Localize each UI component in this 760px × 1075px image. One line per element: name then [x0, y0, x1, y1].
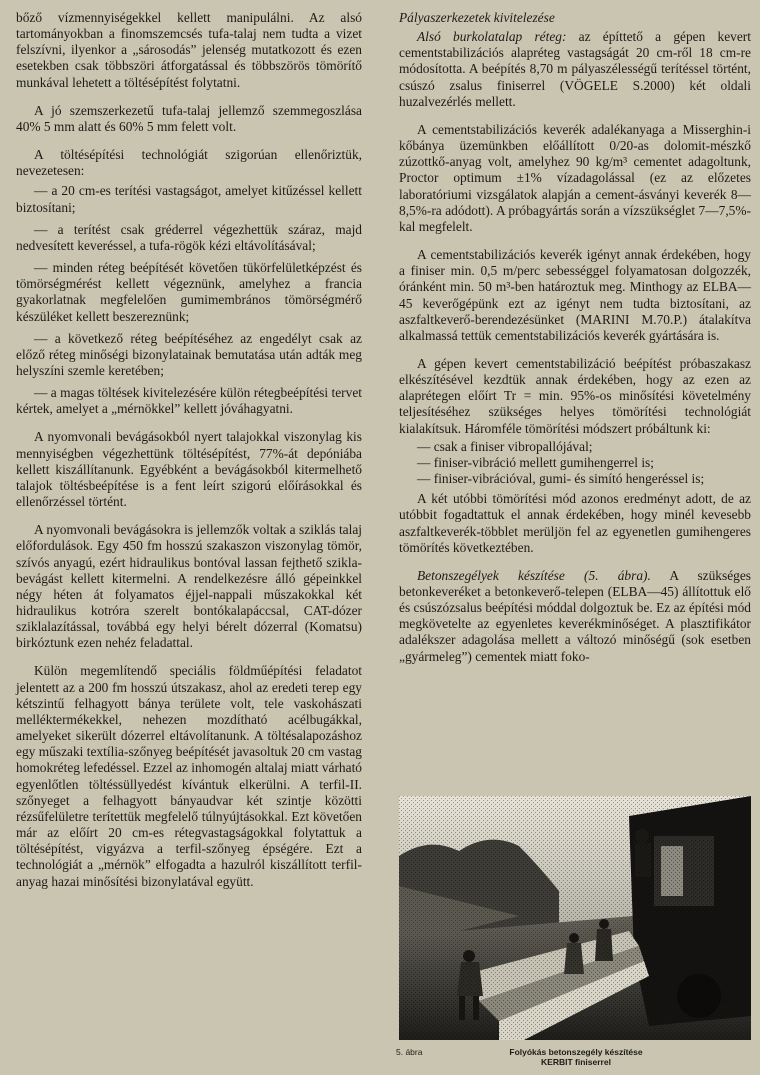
paragraph: A két utóbbi tömörítési mód azonos eredményt adott, de az utóbbit fogadtattuk el annak érdekében, hogy minél kevesebb aszfaltkeverék-többlet merüljön fel az egyenetlen gumihengeres tömörítés következtében. — [399, 491, 751, 555]
paragraph-text: az építtető a gépen kevert cementstabilizációs alapréteg vastagságát 20 cm-ről 18 cm-re módosította. A beépítés 8,70 m pályaszélességű terítéssel történt, csúszó zsalus finiserrel (VÖGELE S.2000) két oldali huzalvezérlés mellett. — [399, 29, 751, 109]
list-item: — finiser-vibráció mellett gumihengerrel is; — [417, 454, 654, 470]
paragraph — [399, 568, 751, 665]
list-item: — a terítést csak gréderrel végezhettük száraz, majd nedvesített keveréssel, a tufa-rögök kézi eltávolításával; — [16, 221, 362, 253]
caption-line: KERBIT finiserrel — [541, 1057, 611, 1067]
paragraph-lead: Alsó burkolatalap réteg: — [417, 29, 567, 45]
list-item: — a következő réteg beépítéséhez az engedélyt csak az előző réteg minőségi bizonylatainak bemutatása után adták meg helyszíni szemle keretében; — [16, 330, 362, 378]
paragraph: A nyomvonali bevágásokra is jellemzők voltak a sziklás talaj előfordulások. Egy 450 fm hosszú szakaszon viszonylag tömör, szívós anyagú, ezért hidraulikus bontóval lassan fejthető szikla-bevágást kellett kitermelni. A rendelkezésre álló gépeinkkel négy héten át folyamatos éjjel-nappali műszakokkal két hidraulikus kotróra szerelt bontókalapáccsal, CAT-dózer sziklalazítással, továbbá egy helyi bérelt dózerral (Komatsu) birkóztunk ezen nehéz feladattal. — [16, 522, 362, 651]
section-heading: Pályaszerkezetek kivitelezése — [399, 10, 555, 25]
paragraph: A cementstabilizációs keverék igényt annak érdekében, hogy a finiser min. 0,5 m/perc sebességgel folyamatosan dolgozzék, óránként min. 50 m³-ben határoztuk meg. Minthogy az ELBA—45 keverőgépünk ezt az igényt nem tudta biztosítani, az aszfaltkeverő-berendezésünket (MARINI M.70.P.) átalakítva alkalmassá tettük cementstabilizációs keverék gyártására is. — [399, 247, 751, 343]
paragraph: A gépen kevert cementstabilizáció beépítést próbaszakasz elkészítésével kezdtük annak érdekében, hogy az ezen az alaprétegen előírt Tr = min. 95%-os minősítési követelmény teljesítéséhez szükséges helyes tömörítési technológiát kialakítsuk. Háromféle tömörítési módszert próbáltunk ki: — [399, 355, 751, 436]
paragraph: bőző vízmennyiségekkel kellett manipulálni. Az alsó tartományokban a finomszemcsés tufa-talaj nem tudta a vizet felszívni, ilyenkor a „sárosodás” jelenség mutatkozott és ezen esetekben csak többszöri átforgatással és többszörös tömörítő munkával lehetett a töltésépítést folytatni. — [16, 10, 362, 90]
list-item: — a 20 cm-es terítési vastagságot, amelyet kitűzéssel kellett biztosítani; — [16, 183, 362, 215]
paragraph — [399, 29, 751, 110]
paragraph: A cementstabilizációs keverék adalékanyaga a Misserghin-i kőbánya üzemünkben előállított 0/20-as dolomit-mészkő zúzottkő-anyag volt, amelyhez 90 kg/m³ cementet adagoltunk, Proctor optimum ±1% vízadagolással (ez az előzetes laboratóriumi vizsgálatok alapján a cement-ásványi keverék 8—8,5%-ra adódott). A próbagyártás során a vízszükséglet 7—7,5%-kal megfelelt. — [399, 121, 751, 234]
figure-number: 5. ábra — [396, 1047, 423, 1057]
list-item: — minden réteg beépítését követően tükörfelületképzést és tömörségmérést kellett végeznünk, amelyhez a francia gyakorlatnak megfelelően gumimembrános tömörségmérő készüléket kellett beszereznünk; — [16, 260, 362, 324]
list-item: — csak a finiser vibropallójával; — [417, 438, 593, 454]
paragraph: A töltésépítési technológiát szigorúan ellenőriztük, nevezetesen: — [16, 147, 362, 179]
paragraph: A nyomvonali bevágásokból nyert talajokkal viszonylag kis mennyiségben végezhettünk töltésépítést, 77%-át depóniába kellett kiszállítanunk. Egyébként a bevágásokból kitermelhető talajok töltésbeépítése is a fent leírt szigorú előírásokkal és ellenőrzéssel történt. — [16, 429, 362, 510]
method-list — [399, 439, 751, 487]
paragraph: A jó szemszerkezetű tufa-talaj jellemző szemmegoszlása 40% 5 mm alatt és 60% 5 mm felett volt. — [16, 102, 362, 134]
paragraph-text: A szükséges betonkeveréket a betonkeverő-telepen (ELBA—45) állítottuk elő és csúszózsalus beépítési móddal dolgoztuk be. Ez az építési mód megkövetelte az egyenletes keverékminőséget. A plasztifikátor adalékszer adagolása mellett a változó minőségű (sok esetben „gyármeleg”) cementek miatt foko- — [399, 567, 752, 664]
right-column — [399, 10, 751, 677]
paragraph-lead: Betonszegélyek készítése (5. ábra). — [417, 567, 651, 583]
caption-line: Folyókás betonszegély készítése — [509, 1047, 643, 1057]
list-item: — finiser-vibrációval, gumi- és simító hengeréssel is; — [417, 471, 705, 487]
paragraph: Külön megemlítendő speciális földműépítési feladatot jelentett az a 200 fm hosszú útszakasz, ahol az eredeti terep egy kétszintű felhagyott bánya területe volt, tele vaskohászati melléktermékekkel, nehezen mozdítható acélbugákkal, amelyeket sikerült dózerrel eltávolítanunk. A töltésalapozáshoz egy műszaki textília-szőnyeg beépítését javasoltuk 20 cm vastag homokréteg lefedéssel. Ezzel az inhomogén altalaj miatt várható egyenlőtlen töltéssüllyedést kívántuk elkerülni. A terfil-II. szőnyeget a felhagyott bányaudvar két szintje közötti rézsűfelületre terítettük megfelelő túlnyújtásokkal. Ezt követően már az előírt 20 cm-es rétegvastagságokkal folytattuk a töltésépítést, vigyázva a terfil-szőnyeg épségére. Ezt a technológiát a „mérnök” elfogadta a hazulról kiszállított terfil-anyag hazai minősítési bizonylatával együtt. — [16, 663, 362, 889]
left-column — [16, 10, 362, 902]
list-item: — a magas töltések kivitelezésére külön rétegbeépítési tervet kértek, amelyet a „mérnökkel” kellett jóváhagyatni. — [16, 385, 362, 417]
construction-photo — [399, 796, 751, 1040]
figure-caption-text — [486, 1047, 666, 1067]
